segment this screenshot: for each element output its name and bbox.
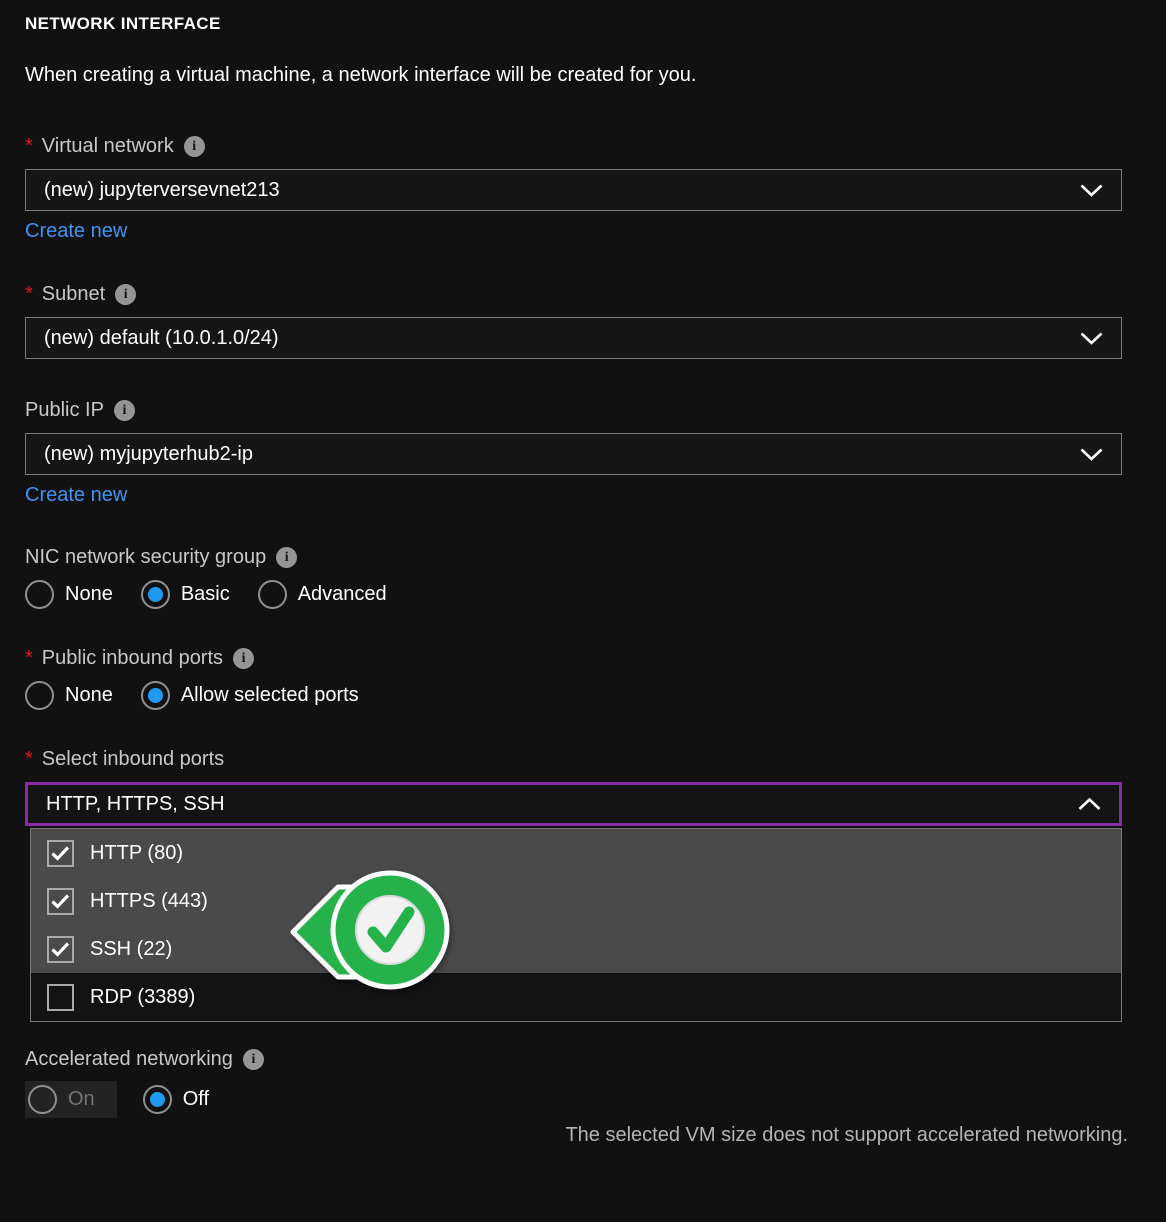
checkbox-checked-icon[interactable] bbox=[47, 840, 74, 867]
public-inbound-ports-label bbox=[25, 647, 1122, 670]
chevron-down-icon bbox=[1080, 332, 1103, 345]
create-new-vnet-link[interactable]: Create new bbox=[25, 220, 128, 242]
public-inbound-ports-group bbox=[25, 647, 1122, 710]
radio-accelerated-on: On bbox=[25, 1081, 117, 1118]
info-icon[interactable]: i bbox=[184, 136, 205, 157]
port-option-label: RDP (3389) bbox=[90, 985, 196, 1008]
subnet-label bbox=[25, 283, 1122, 306]
required-marker: * bbox=[25, 283, 33, 305]
port-option-ssh[interactable] bbox=[31, 925, 1121, 973]
radio-circle-icon bbox=[25, 580, 54, 609]
checkbox-checked-icon[interactable] bbox=[47, 936, 74, 963]
select-inbound-ports-label-text: Select inbound ports bbox=[41, 748, 225, 770]
required-marker: * bbox=[25, 748, 33, 770]
radio-ports-none[interactable]: None bbox=[25, 681, 113, 710]
accelerated-networking-label-text: Accelerated networking bbox=[25, 1048, 233, 1070]
nic-nsg-label-text: NIC network security group bbox=[25, 546, 267, 568]
subnet-dropdown[interactable] bbox=[25, 317, 1122, 359]
public-ip-field-group bbox=[25, 399, 1122, 507]
info-icon[interactable]: i bbox=[243, 1049, 264, 1070]
radio-circle-selected-icon bbox=[141, 580, 170, 609]
virtual-network-label-text: Virtual network bbox=[41, 135, 174, 157]
radio-nsg-basic[interactable]: Basic bbox=[141, 580, 230, 609]
nic-nsg-label bbox=[25, 546, 1122, 569]
chevron-down-icon bbox=[1080, 448, 1103, 461]
chevron-down-icon bbox=[1080, 184, 1103, 197]
virtual-network-value: (new) jupyterversevnet213 bbox=[44, 178, 280, 201]
radio-circle-selected-icon bbox=[141, 681, 170, 710]
accelerated-networking-group bbox=[25, 1048, 1128, 1147]
info-icon[interactable]: i bbox=[276, 547, 297, 568]
accelerated-networking-radio-group bbox=[25, 1081, 1122, 1118]
virtual-network-field-group bbox=[25, 135, 1122, 243]
subnet-label-text: Subnet bbox=[41, 283, 106, 305]
port-option-http[interactable] bbox=[31, 829, 1121, 877]
port-option-https[interactable] bbox=[31, 877, 1121, 925]
select-inbound-ports-group bbox=[25, 748, 1122, 1022]
public-ip-label-text: Public IP bbox=[25, 399, 104, 421]
checkbox-unchecked-icon[interactable] bbox=[47, 984, 74, 1011]
radio-nsg-none[interactable]: None bbox=[25, 580, 113, 609]
section-title: NETWORK INTERFACE bbox=[25, 14, 221, 33]
create-new-public-ip-link[interactable]: Create new bbox=[25, 484, 128, 506]
radio-ports-allow-selected[interactable]: Allow selected ports bbox=[141, 681, 359, 710]
accelerated-networking-note: The selected VM size does not support accelerated networking. bbox=[565, 1124, 1128, 1146]
nic-nsg-group bbox=[25, 546, 1122, 609]
radio-circle-icon bbox=[258, 580, 287, 609]
subnet-field-group bbox=[25, 283, 1122, 359]
select-inbound-ports-combobox[interactable] bbox=[25, 782, 1122, 826]
required-marker: * bbox=[25, 647, 33, 669]
port-option-rdp[interactable] bbox=[31, 973, 1121, 1021]
public-inbound-ports-radio-group bbox=[25, 681, 1122, 710]
public-ip-label bbox=[25, 399, 1122, 422]
inbound-ports-dropdown-panel bbox=[30, 828, 1122, 1022]
public-inbound-ports-label-text: Public inbound ports bbox=[41, 647, 224, 669]
checkbox-checked-icon[interactable] bbox=[47, 888, 74, 915]
virtual-network-label bbox=[25, 135, 1122, 158]
subnet-value: (new) default (10.0.1.0/24) bbox=[44, 326, 279, 349]
accelerated-networking-label bbox=[25, 1048, 1122, 1071]
radio-accelerated-off[interactable]: Off bbox=[143, 1085, 209, 1114]
info-icon[interactable]: i bbox=[115, 284, 136, 305]
section-description: When creating a virtual machine, a network interface will be created for you. bbox=[25, 64, 697, 86]
public-ip-value: (new) myjupyterhub2-ip bbox=[44, 442, 253, 465]
radio-nsg-advanced[interactable]: Advanced bbox=[258, 580, 387, 609]
radio-circle-icon bbox=[25, 681, 54, 710]
port-option-label: HTTPS (443) bbox=[90, 889, 208, 912]
virtual-network-dropdown[interactable] bbox=[25, 169, 1122, 211]
select-inbound-ports-label bbox=[25, 748, 1122, 771]
radio-circle-selected-icon bbox=[143, 1085, 172, 1114]
info-icon[interactable]: i bbox=[233, 648, 254, 669]
info-icon[interactable]: i bbox=[114, 400, 135, 421]
nic-nsg-radio-group bbox=[25, 580, 1122, 609]
required-marker: * bbox=[25, 135, 33, 157]
radio-circle-disabled-icon bbox=[28, 1085, 57, 1114]
public-ip-dropdown[interactable] bbox=[25, 433, 1122, 475]
select-inbound-ports-value: HTTP, HTTPS, SSH bbox=[46, 792, 225, 815]
port-option-label: SSH (22) bbox=[90, 937, 173, 960]
chevron-up-icon bbox=[1078, 798, 1101, 811]
port-option-label: HTTP (80) bbox=[90, 841, 183, 864]
